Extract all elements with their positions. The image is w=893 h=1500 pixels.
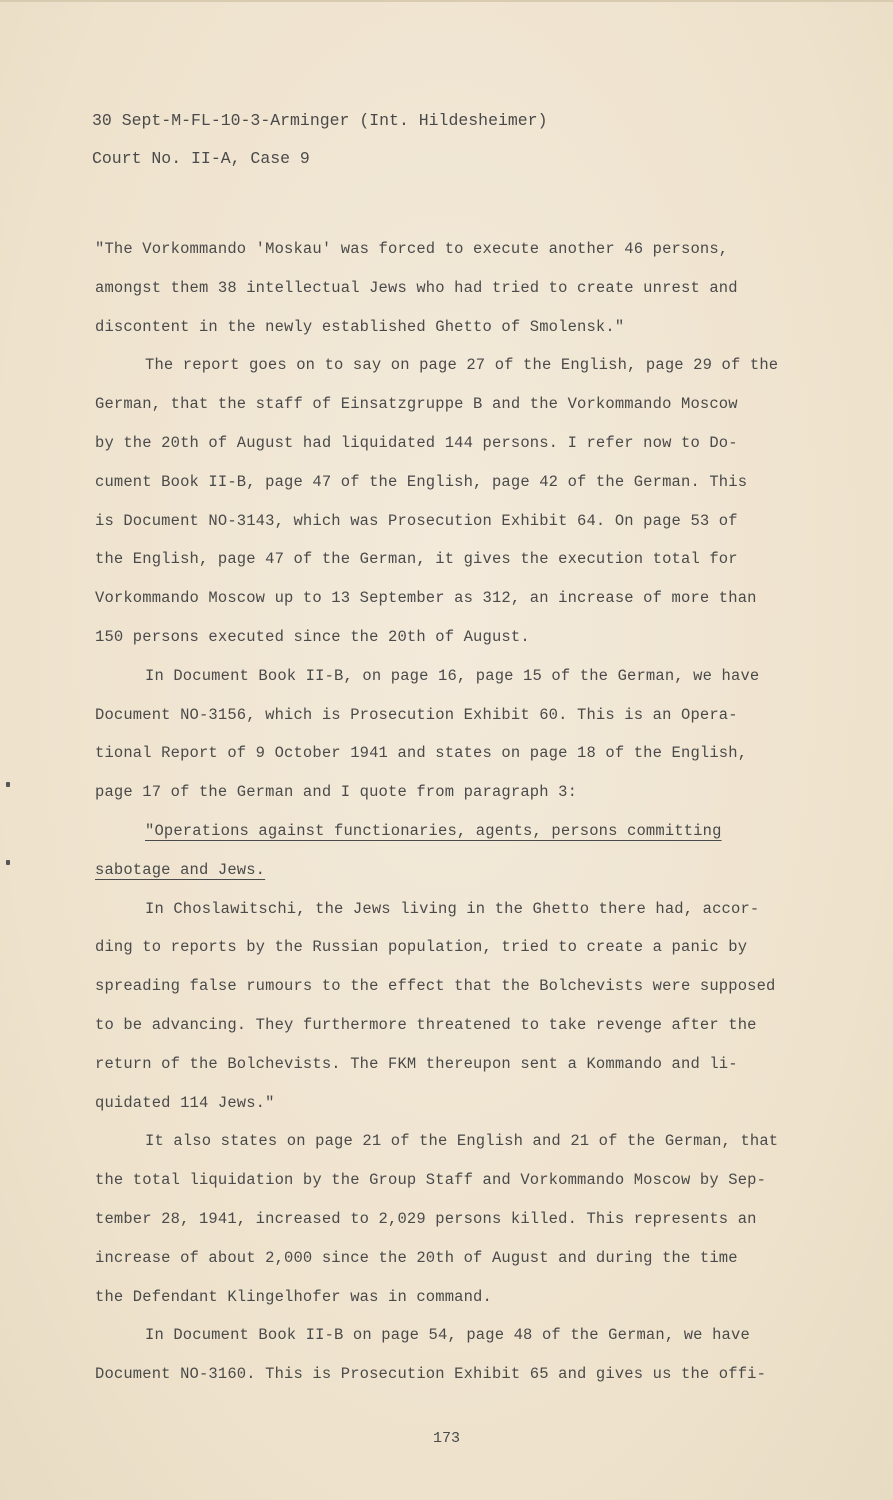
transcript-body [95,230,795,1394]
text-line: In Document Book II-B, on page 16, page 15 of the German, we have [145,666,760,685]
text-line: spreading false rumours to the effect that the Bolchevists were supposed [95,977,776,996]
text-line: cument Book II-B, page 47 of the English, page 42 of the German. This [95,472,748,491]
text-line: tional Report of 9 October 1941 and states on page 18 of the English, [95,744,748,763]
text-line: the Defendant Klingelhofer was in command. [95,1287,492,1306]
quoted-section-heading: sabotage and Jews. [95,860,266,879]
binding-hole-mark [6,860,10,865]
text-line: "The Vorkommando 'Moskau' was forced to execute another 46 persons, [95,240,729,258]
text-line: Vorkommando Moscow up to 13 September as 312, an increase of more than [95,589,757,608]
text-line: It also states on page 21 of the English and 21 of the German, that [145,1132,779,1151]
text-line: amongst them 38 intellectual Jews who had tried to create unrest and [95,278,738,297]
text-line: German, that the staff of Einsatzgruppe B and the Vorkommando Moscow [95,395,738,414]
text-line: Document NO-3156, which is Prosecution Exhibit 60. This is an Opera- [95,705,738,724]
text-line: page 17 of the German and I quote from paragraph 3: [95,783,578,802]
text-line: 150 persons executed since the 20th of August. [95,627,530,646]
text-line: The report goes on to say on page 27 of the English, page 29 of the [145,356,779,375]
text-line: discontent in the newly established Ghetto of Smolensk." [95,317,625,336]
document-header [92,102,547,178]
session-reference: 30 Sept-M-FL-10-3-Arminger (Int. Hildesheimer) [92,111,548,130]
quoted-section-heading: "Operations against functionaries, agents, persons committing [145,821,722,840]
court-case-reference: Court No. II-A, Case 9 [92,149,310,168]
page-number: 173 [432,1430,460,1447]
text-line: Document NO-3160. This is Prosecution Exhibit 65 and gives us the offi- [95,1365,767,1384]
text-line: the total liquidation by the Group Staff and Vorkommando Moscow by Sep- [95,1171,767,1190]
text-line: return of the Bolchevists. The FKM thereupon sent a Kommando and li- [95,1054,738,1073]
binding-hole-mark [6,782,10,787]
text-line: quidated 114 Jews." [95,1093,275,1112]
text-line: In Choslawitschi, the Jews living in the Ghetto there had, accor- [145,899,760,918]
text-line: is Document NO-3143, which was Prosecution Exhibit 64. On page 53 of [95,511,738,530]
text-line: the English, page 47 of the German, it gives the execution total for [95,550,738,569]
text-line: ding to reports by the Russian population, tried to create a panic by [95,938,748,957]
text-line: increase of about 2,000 since the 20th of August and during the time [95,1248,738,1267]
text-line: to be advancing. They furthermore threatened to take revenge after the [95,1015,757,1034]
text-line: In Document Book II-B on page 54, page 48 of the German, we have [145,1326,750,1345]
text-line: by the 20th of August had liquidated 144 persons. I refer now to Do- [95,433,738,452]
text-line: tember 28, 1941, increased to 2,029 persons killed. This represents an [95,1209,757,1228]
